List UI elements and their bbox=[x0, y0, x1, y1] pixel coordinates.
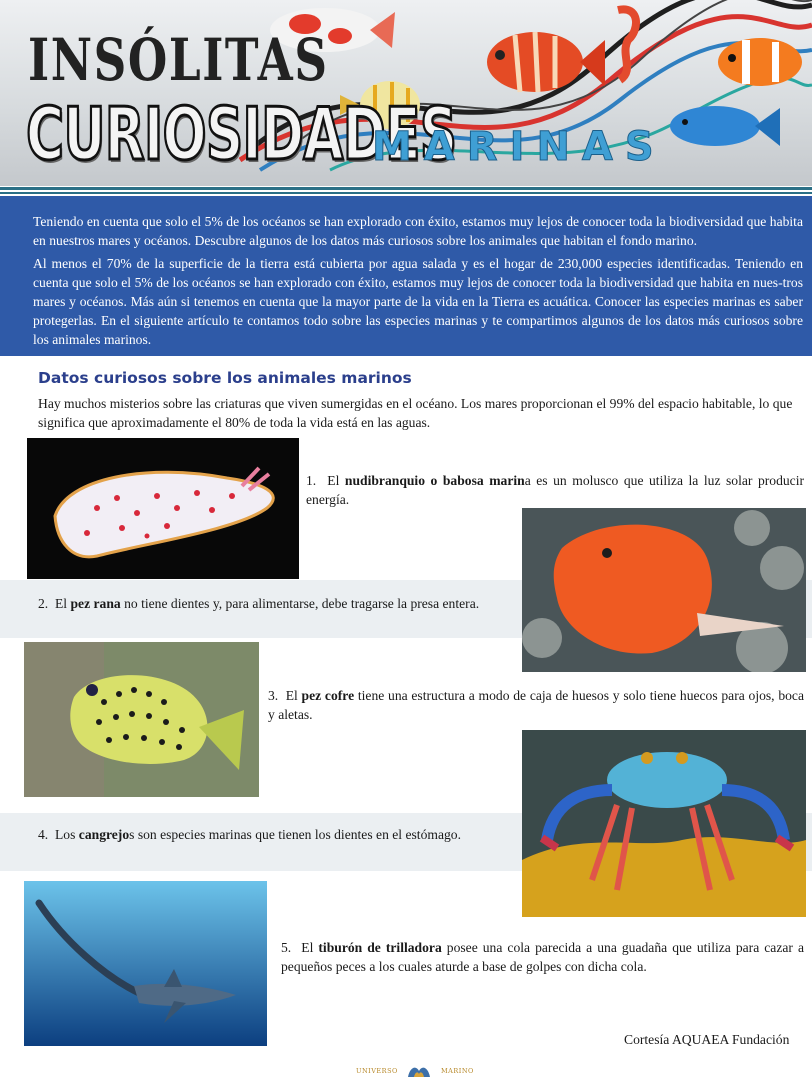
nudibranch-photo bbox=[27, 438, 299, 579]
boxfish-photo bbox=[24, 642, 259, 797]
fact-4 bbox=[38, 825, 508, 844]
crab-image bbox=[522, 730, 806, 917]
fact-highlight: tiburón de trilladora bbox=[318, 940, 442, 955]
fact-3 bbox=[268, 686, 804, 724]
intro-paragraph-1: Teniendo en cuenta que solo el 5% de los océanos se han explorado con éxito, estamos muy lejos de conocer toda la biodiversidad que habita en nuestros mares y océanos. Descubre algunos de los datos más curiosos sobre los animales que habitan el fondo marino. bbox=[33, 214, 803, 248]
footer-logo-right: MARINO bbox=[441, 1067, 474, 1075]
credit-text: Cortesía AQUAEA Fundación bbox=[624, 1032, 790, 1047]
fact-highlight: pez rana bbox=[70, 596, 121, 611]
fact-text: El bbox=[327, 473, 345, 488]
logo-icon bbox=[406, 1063, 432, 1079]
boxfish-image bbox=[24, 642, 259, 797]
footer-logo-left: UNIVERSO bbox=[356, 1067, 398, 1075]
title-line-3: MARINAS bbox=[372, 124, 666, 170]
fact-1 bbox=[306, 471, 804, 509]
frogfish-image bbox=[522, 508, 806, 672]
fact-text: a es un molusco que utiliza la luz solar producir energía. bbox=[306, 473, 805, 507]
fact-highlight: nudibranquio o babosa marin bbox=[344, 473, 525, 488]
thresher-shark-photo bbox=[24, 881, 267, 1046]
intro-box bbox=[0, 196, 812, 356]
fact-number: 4. bbox=[38, 827, 49, 842]
fact-text: El bbox=[55, 596, 71, 611]
header-divider bbox=[0, 186, 812, 196]
fact-5 bbox=[281, 938, 804, 976]
section-intro: Hay muchos misterios sobre las criaturas que viven sumergidas en el océano. Los mares proporcionan el 99% del espacio habitable, lo que significa que aproximadamente el 80% de toda la vida está en las aguas. bbox=[38, 396, 793, 430]
thresher-shark-image bbox=[24, 881, 267, 1046]
intro-paragraph-2: Al menos el 70% de la superficie de la tierra está cubierta por agua salada y es el hogar de 230,000 especies identificadas. Teniendo en cuenta que solo el 5% de los océanos se han explorado con éxito, estamos muy lejos de conocer toda la biodiversidad que habita en nues-tros mares y océanos. Más aún si tenemos en cuenta que la mayor parte de la vida en la Tierra es acuática. Conocer las especies marinas es saber protegerlas. En el siguiente artículo te contamos todo sobre las especies marinas y te compartimos algunos de los datos más curiosos sobre los animales marinos. bbox=[33, 256, 803, 347]
fact-text: Los bbox=[55, 827, 79, 842]
footer-logo bbox=[356, 1063, 474, 1079]
header-banner bbox=[0, 0, 812, 186]
section-title: Datos curiosos sobre los animales marinos bbox=[38, 369, 412, 387]
nudibranch-image bbox=[27, 438, 299, 579]
fact-number: 5. bbox=[281, 940, 292, 955]
fact-text: El bbox=[285, 688, 302, 703]
fact-number: 3. bbox=[268, 688, 279, 703]
title-line-1: INSÓLITAS bbox=[28, 26, 329, 94]
title-line-2: CURIOSIDADES bbox=[26, 92, 457, 176]
frogfish-photo bbox=[522, 508, 806, 672]
fact-text: El bbox=[301, 940, 319, 955]
crab-photo bbox=[522, 730, 806, 917]
fact-highlight: pez cofre bbox=[301, 688, 355, 703]
fact-text: no tiene dientes y, para alimentarse, debe tragarse la presa entera. bbox=[120, 596, 480, 611]
fact-text: posee una cola parecida a una guadaña que utiliza para cazar a pequeños peces a los cuales aturde a base de golpes con dicha cola. bbox=[281, 940, 805, 974]
fact-highlight: cangrejo bbox=[78, 827, 130, 842]
fact-text: tiene una estructura a modo de caja de huesos y solo tiene huecos para ojos, boca y aletas. bbox=[268, 688, 804, 722]
fact-number: 2. bbox=[38, 596, 49, 611]
fact-number: 1. bbox=[306, 473, 317, 488]
fact-2 bbox=[38, 594, 508, 613]
fact-text: s son especies marinas que tienen los dientes en el estómago. bbox=[129, 827, 461, 842]
